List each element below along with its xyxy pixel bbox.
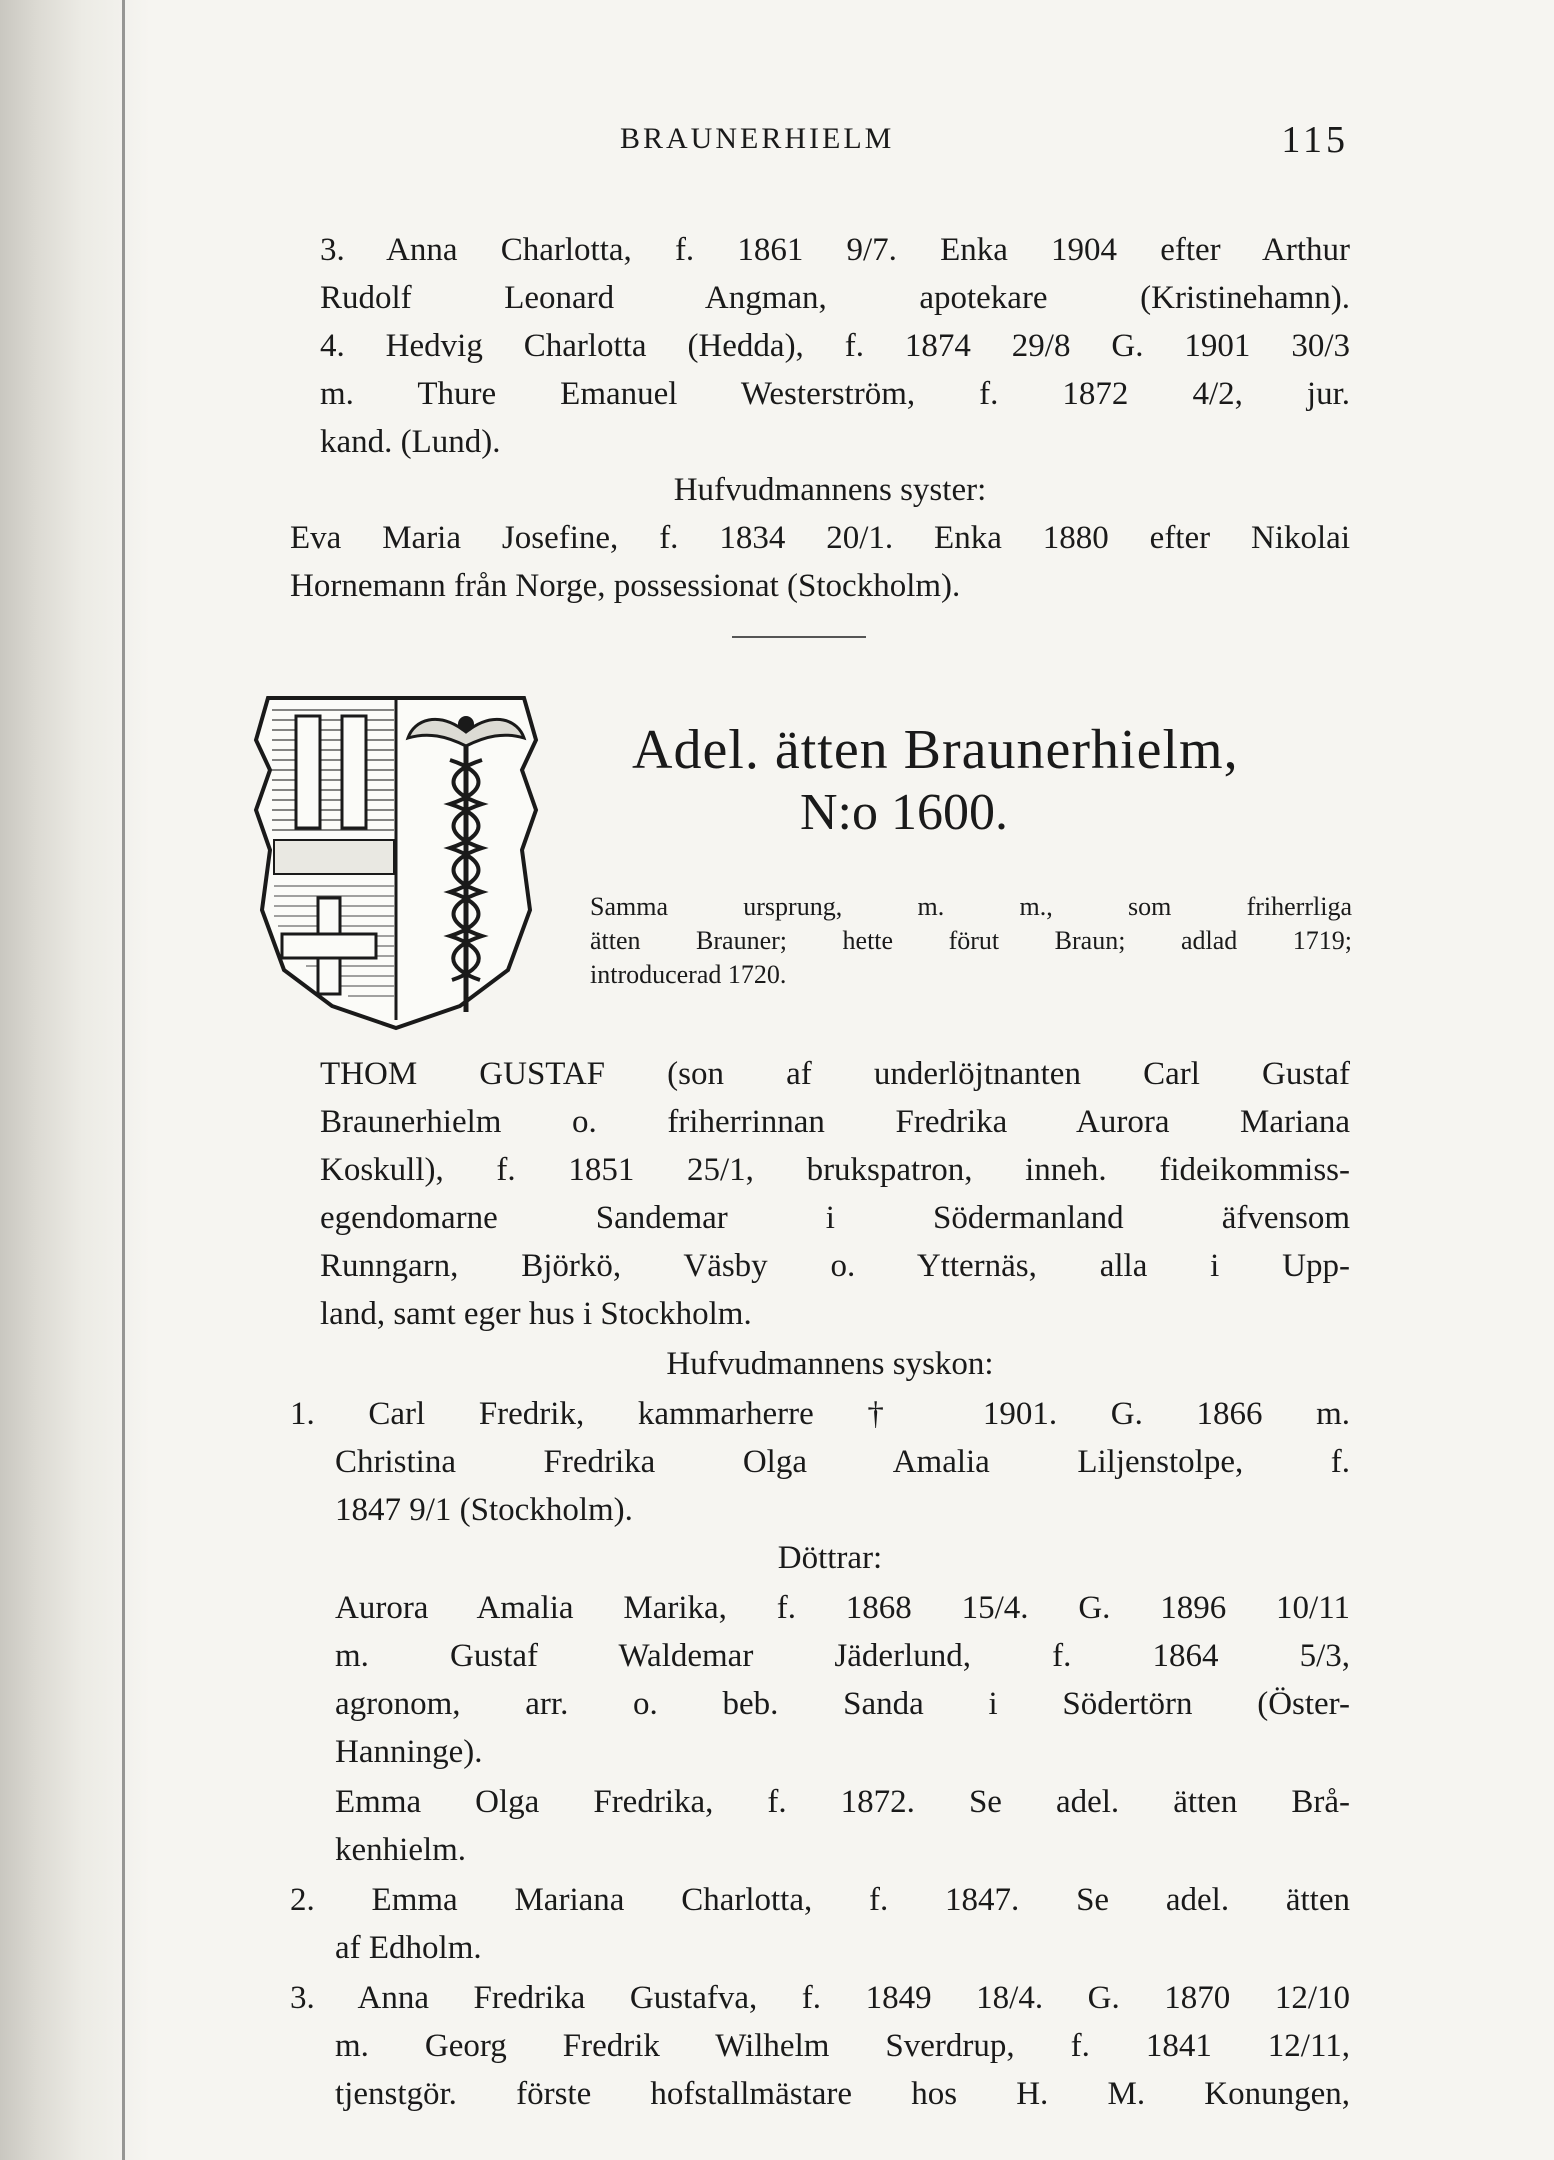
text-line: Hanninge). xyxy=(335,1734,483,1770)
text-line: egendomarne Sandemar i Södermanland äfvensom xyxy=(320,1200,1350,1236)
origin-note-line: ätten Brauner; hette förut Braun; adlad 1719; xyxy=(590,926,1352,955)
text-line: Eva Maria Josefine, f. 1834 20/1. Enka 1880 efter Nikolai xyxy=(290,520,1350,556)
text-line: 1. Carl Fredrik, kammarherre † 1901. G. 1866 m. xyxy=(290,1396,1350,1432)
coat-of-arms-icon xyxy=(238,680,554,1032)
text-line: 1847 9/1 (Stockholm). xyxy=(335,1492,633,1528)
text-line: af Edholm. xyxy=(335,1930,482,1966)
text-line xyxy=(320,226,1350,274)
origin-note-line: Samma ursprung, m. m., som friherrliga xyxy=(590,892,1352,921)
section-subheading: Döttrar: xyxy=(777,1540,883,1576)
text-line: agronom, arr. o. beb. Sanda i Södertörn (Öster- xyxy=(335,1686,1350,1722)
text-line: Emma Olga Fredrika, f. 1872. Se adel. ätten Brå- xyxy=(335,1784,1350,1820)
text-line: Rudolf Leonard Angman, apotekare (Kristinehamn). xyxy=(320,280,1350,316)
section-divider xyxy=(732,636,866,638)
text-line: THOM GUSTAF (son af underlöjtnanten Carl Gustaf xyxy=(320,1056,1350,1092)
page-number: 115 xyxy=(1281,119,1349,161)
text-line: land, samt eger hus i Stockholm. xyxy=(320,1296,752,1332)
book-spine-shadow xyxy=(0,0,150,2160)
text-line: kand. (Lund). xyxy=(320,424,501,460)
text-line: 2. Emma Mariana Charlotta, f. 1847. Se adel. ätten xyxy=(290,1882,1350,1918)
family-number: N:o 1600. xyxy=(800,784,1008,841)
text-line: kenhielm. xyxy=(335,1832,467,1868)
text-line: Koskull), f. 1851 25/1, brukspatron, inneh. fideikommiss- xyxy=(320,1152,1350,1188)
text-line: Hornemann från Norge, possessionat (Stockholm). xyxy=(290,568,961,604)
text-line: m. Thure Emanuel Westerström, f. 1872 4/2, jur. xyxy=(320,376,1350,412)
text-line: tjenstgör. förste hofstallmästare hos H. M. Konungen, xyxy=(335,2076,1350,2112)
family-title: Adel. ätten Braunerhielm, xyxy=(632,719,1239,781)
running-header: BRAUNERHIELM xyxy=(620,122,895,155)
text-line: 4. Hedvig Charlotta (Hedda), f. 1874 29/8 G. 1901 30/3 xyxy=(320,328,1350,364)
origin-note-line: introducerad 1720. xyxy=(590,960,787,989)
line-text: 3. Anna Charlotta, f. 1861 9/7. Enka 1904 efter Arthur xyxy=(320,232,1350,268)
text-line: Christina Fredrika Olga Amalia Liljenstolpe, f. xyxy=(335,1444,1350,1480)
section-subheading: Hufvudmannens syskon: xyxy=(666,1346,994,1382)
text-line: 3. Anna Fredrika Gustafva, f. 1849 18/4. G. 1870 12/10 xyxy=(290,1980,1350,2016)
text-line: m. Gustaf Waldemar Jäderlund, f. 1864 5/3, xyxy=(335,1638,1350,1674)
text-line: Braunerhielm o. friherrinnan Fredrika Aurora Mariana xyxy=(320,1104,1350,1140)
section-subheading: Hufvudmannens syster: xyxy=(673,472,987,508)
text-line: Runngarn, Björkö, Väsby o. Ytternäs, alla i Upp- xyxy=(320,1248,1350,1284)
gutter-line xyxy=(122,0,125,2160)
text-line: m. Georg Fredrik Wilhelm Sverdrup, f. 1841 12/11, xyxy=(335,2028,1350,2064)
text-line: Aurora Amalia Marika, f. 1868 15/4. G. 1896 10/11 xyxy=(335,1590,1350,1626)
